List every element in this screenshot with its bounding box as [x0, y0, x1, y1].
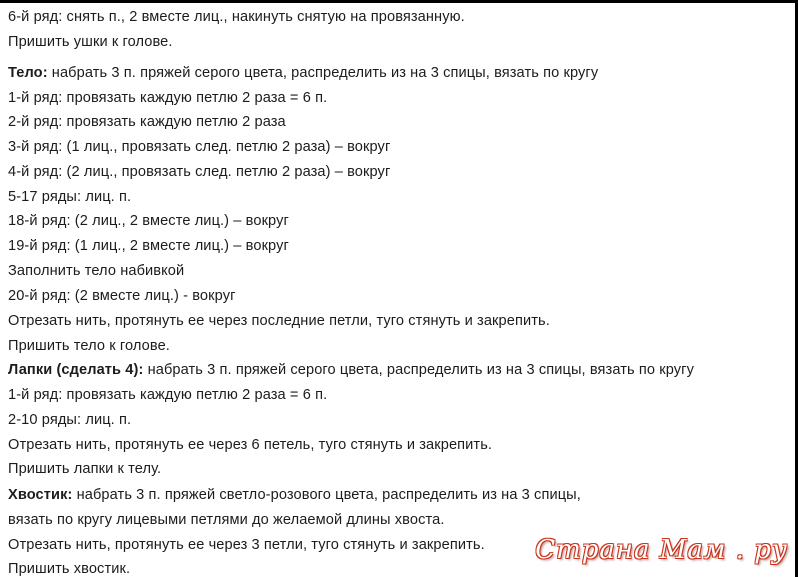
text-line: Заполнить тело набивкой [8, 263, 185, 279]
text-line: Пришить ушки к голове. [8, 34, 173, 50]
section-heading-line: Лапки (сделать 4): набрать 3 п. пряжей серого цвета, распределить из на 3 спицы, вязать по кругу [8, 362, 694, 378]
text-line: Пришить лапки к телу. [8, 461, 162, 477]
section-label: Хвостик: [8, 487, 73, 503]
text-line: 18-й ряд: (2 лиц., 2 вместе лиц.) – вокруг [8, 213, 289, 229]
text-line: 2-10 ряды: лиц. п. [8, 412, 132, 428]
text-line: 5-17 ряды: лиц. п. [8, 189, 132, 205]
text-line: 19-й ряд: (1 лиц., 2 вместе лиц.) – вокруг [8, 238, 289, 254]
text-line: Отрезать нить, протянуть ее через 6 петель, туго стянуть и закрепить. [8, 437, 493, 453]
section-heading-line: Тело: набрать 3 п. пряжей серого цвета, распределить из на 3 спицы, вязать по кругу [8, 65, 599, 81]
top-border [0, 0, 798, 3]
watermark-logo: Страна Мам . ру [535, 535, 788, 565]
text-line: Отрезать нить, протянуть ее через 3 петли, туго стянуть и закрепить. [8, 537, 485, 553]
text-line: 6-й ряд: снять п., 2 вместе лиц., накинуть снятую на провязанную. [8, 9, 465, 25]
text-line: 4-й ряд: (2 лиц., провязать след. петлю 2 раза) – вокруг [8, 164, 391, 180]
section-heading-line: Хвостик: набрать 3 п. пряжей светло-розового цвета, распределить из на 3 спицы, [8, 487, 581, 503]
text-line: 1-й ряд: провязать каждую петлю 2 раза = 6 п. [8, 90, 328, 106]
text-line: 2-й ряд: провязать каждую петлю 2 раза [8, 114, 286, 130]
text-line: Пришить хвостик. [8, 561, 131, 577]
section-label: Лапки (сделать 4): [8, 362, 144, 378]
text-line: 3-й ряд: (1 лиц., провязать след. петлю 2 раза) – вокруг [8, 139, 391, 155]
section-label: Тело: [8, 65, 48, 81]
text-line: Отрезать нить, протянуть ее через последние петли, туго стянуть и закрепить. [8, 313, 550, 329]
text-line: 1-й ряд: провязать каждую петлю 2 раза = 6 п. [8, 387, 328, 403]
text-line: вязать по кругу лицевыми петлями до желаемой длины хвоста. [8, 512, 445, 528]
text-line: Пришить тело к голове. [8, 338, 170, 354]
text-line: 20-й ряд: (2 вместе лиц.) - вокруг [8, 288, 236, 304]
